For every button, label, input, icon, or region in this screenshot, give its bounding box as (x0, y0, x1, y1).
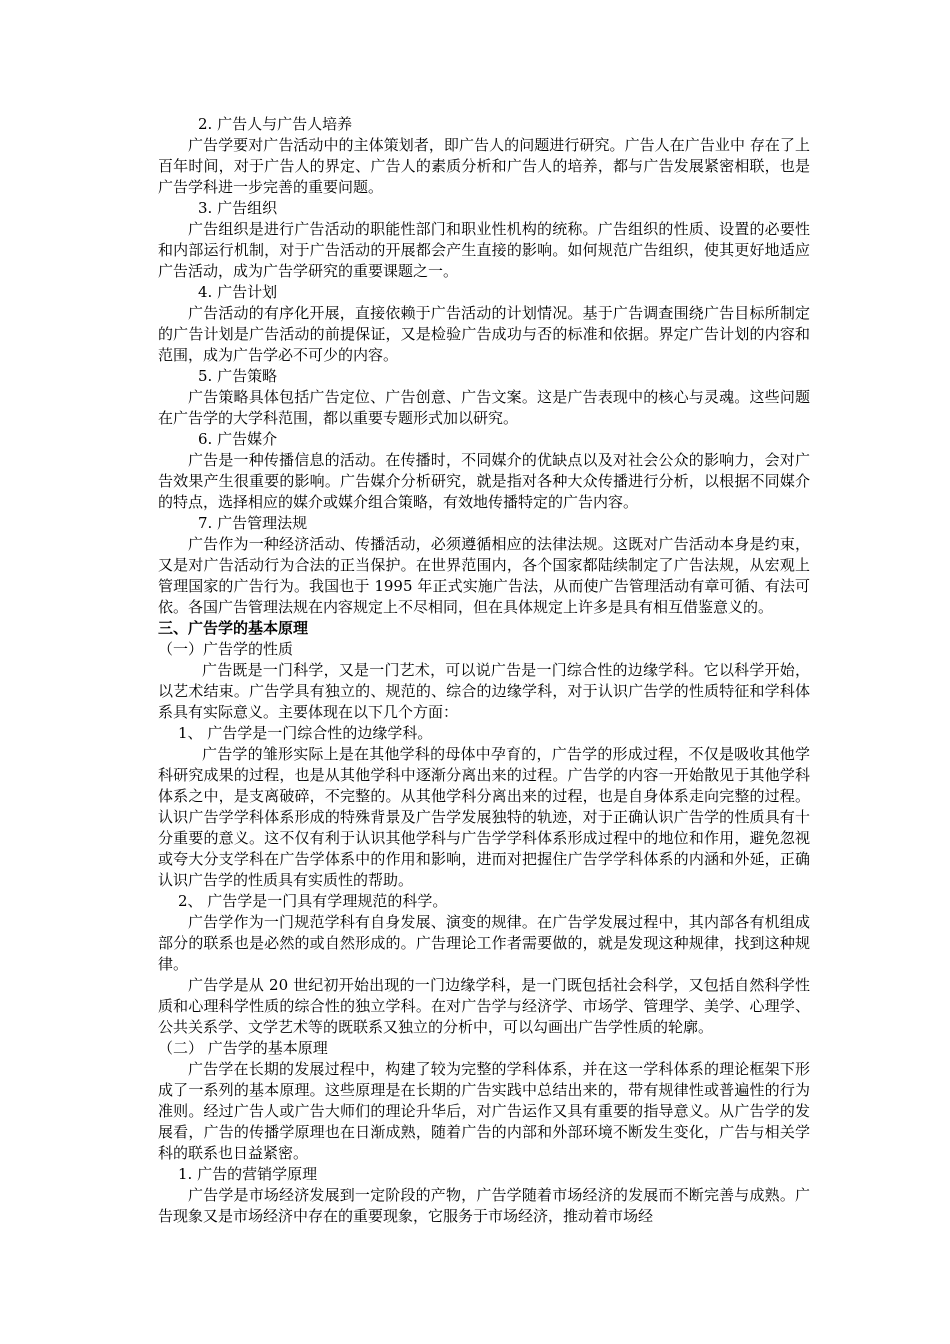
numbered-heading: 1、 广告学是一门综合性的边缘学科。 (178, 724, 433, 742)
paragraph: 广告是一种传播信息的活动。在传播时，不同媒介的优缺点以及对社会公众的影响力，会对广告效果产生很重要的影响。广告媒介分析研究，就是指对各种大众传播进行分析，以根据不同媒介的特点，选择相应的媒介或媒介组合策略，有效地传播特定的广告内容。 (158, 451, 810, 511)
section-heading: 5. 广告策略 (198, 367, 278, 385)
paragraph: 广告策略具体包括广告定位、广告创意、广告文案。这是广告表现中的核心与灵魂。这些问题在广告学的大学科范围，都以重要专题形式加以研究。 (158, 388, 810, 427)
document-page (158, 114, 810, 1227)
section-heading: 1. 广告的营销学原理 (178, 1165, 318, 1183)
paragraph: 广告学是市场经济发展到一定阶段的产物，广告学随着市场经济的发展而不断完善与成熟。广告现象又是市场经济中存在的重要现象，它服务于市场经济，推动着市场经 (158, 1186, 810, 1225)
subsection-heading: （一）广告学的性质 (158, 640, 294, 658)
paragraph: 广告作为一种经济活动、传播活动，必须遵循相应的法律法规。这既对广告活动本身是约束，又是对广告活动行为合法的正当保护。在世界范围内，各个国家都陆续制定了广告法规，从宏观上管理国家的广告行为。我国也于 1995 年正式实施广告法，从而使广告管理活动有章可循、有法可依。各国广告管理法规在内容规定上不尽相同，但在具体规定上许多是具有相互借鉴意义的。 (158, 535, 810, 616)
paragraph: 广告学是从 20 世纪初开始出现的一门边缘学科，是一门既包括社会科学，又包括自然科学性质和心理科学性质的综合性的独立学科。在对广告学与经济学、市场学、管理学、美学、心理学、公共关系学、文学艺术等的既联系又独立的分析中，可以勾画出广告学性质的轮廓。 (158, 976, 810, 1036)
numbered-heading: 2、 广告学是一门具有学理规范的科学。 (178, 892, 448, 910)
paragraph: 广告既是一门科学，又是一门艺术，可以说广告是一门综合性的边缘学科。它以科学开始，以艺术结束。广告学具有独立的、规范的、综合的边缘学科，对于认识广告学的性质特征和学科体系具有实际意义。主要体现在以下几个方面： (158, 661, 810, 721)
section-heading: 3. 广告组织 (198, 199, 278, 217)
paragraph: 广告学在长期的发展过程中，构建了较为完整的学科体系，并在这一学科体系的理论框架下形成了一系列的基本原理。这些原理是在长期的广告实践中总结出来的，带有规律性或普遍性的行为准则。经过广告人或广告大师们的理论升华后，对广告运作又具有重要的指导意义。从广告学的发展看，广告的传播学原理也在日渐成熟，随着广告的内部和外部环境不断发生变化，广告与相关学科的联系也日益紧密。 (158, 1060, 810, 1162)
paragraph: 广告学的雏形实际上是在其他学科的母体中孕育的，广告学的形成过程，不仅是吸收其他学科研究成果的过程，也是从其他学科中逐渐分离出来的过程。广告学的内容一开始散见于其他学科体系之中，是支离破碎，不完整的。从其他学科分离出来的过程，也是自身体系走向完整的过程。认识广告学学科体系形成的特殊背景及广告学发展独特的轨迹，对于正确认识广告学的性质具有十分重要的意义。这不仅有利于认识其他学科与广告学学科体系形成过程中的地位和作用，避免忽视或夸大分支学科在广告学体系中的作用和影响，进而对把握住广告学学科体系的内涵和外延，正确认识广告学的性质具有实质性的帮助。 (158, 745, 810, 889)
section-heading: 2. 广告人与广告人培养 (198, 115, 353, 133)
section-heading: 6. 广告媒介 (198, 430, 278, 448)
paragraph: 广告活动的有序化开展，直接依赖于广告活动的计划情况。基于广告调查围绕广告目标所制定的广告计划是广告活动的前提保证，又是检验广告成功与否的标准和依据。界定广告计划的内容和范围，成为广告学必不可少的内容。 (158, 304, 810, 364)
part-heading: 三、广告学的基本原理 (158, 619, 309, 637)
paragraph: 广告学要对广告活动中的主体策划者，即广告人的问题进行研究。广告人在广告业中 存在了上百年时间，对于广告人的界定、广告人的素质分析和广告人的培养，都与广告发展紧密相联，也是广告学科进一步完善的重要问题。 (158, 136, 810, 196)
subsection-heading: （二） 广告学的基本原理 (158, 1039, 328, 1057)
section-heading: 4. 广告计划 (198, 283, 278, 301)
paragraph: 广告组织是进行广告活动的职能性部门和职业性机构的统称。广告组织的性质、设置的必要性和内部运行机制，对于广告活动的开展都会产生直接的影响。如何规范广告组织，使其更好地适应广告活动，成为广告学研究的重要课题之一。 (158, 220, 810, 280)
section-heading: 7. 广告管理法规 (198, 514, 308, 532)
paragraph: 广告学作为一门规范学科有自身发展、演变的规律。在广告学发展过程中，其内部各有机组成部分的联系也是必然的或自然形成的。广告理论工作者需要做的，就是发现这种规律，找到这种规律。 (158, 913, 810, 973)
